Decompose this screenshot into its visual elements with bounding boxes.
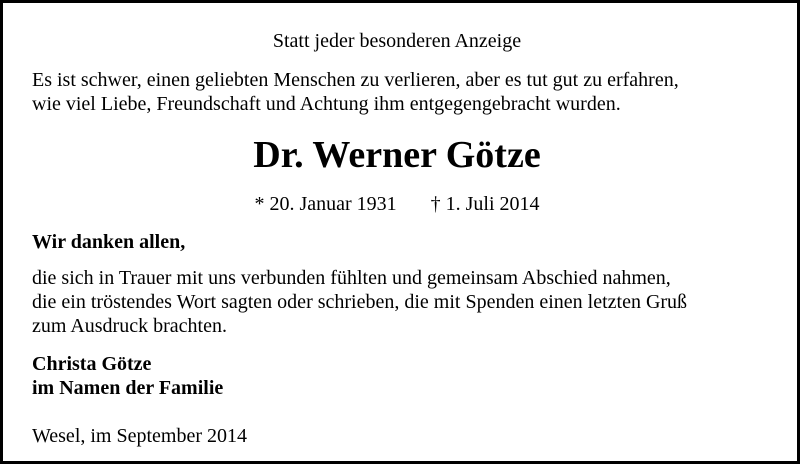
signer-role: im Namen der Familie (32, 377, 224, 399)
body-line: die sich in Trauer mit uns verbunden fühlten und gemeinsam Abschied nahmen, (32, 267, 671, 289)
signer-block (32, 352, 223, 400)
place-date: Wesel, im September 2014 (32, 425, 248, 447)
life-dates (0, 192, 794, 216)
signer-name: Christa Götze (32, 353, 152, 375)
death-date: † 1. Juli 2014 (430, 193, 540, 215)
body-line: zum Ausdruck brachten. (32, 315, 227, 337)
deceased-name: Dr. Werner Götze (253, 134, 541, 176)
thanks-heading: Wir danken allen, (32, 231, 186, 253)
body-line: die ein tröstendes Wort sagten oder schrieben, die mit Spenden einen letzten Gruß (32, 291, 688, 313)
notice-headline: Statt jeder besonderen Anzeige (272, 30, 522, 52)
intro-line: wie viel Liebe, Freundschaft und Achtung ihm entgegengebracht wurden. (32, 93, 621, 115)
intro-line: Es ist schwer, einen geliebten Menschen zu verlieren, aber es tut gut zu erfahren, (32, 69, 679, 91)
thanks-body (32, 266, 782, 338)
birth-date: * 20. Januar 1931 (254, 193, 397, 215)
intro-text (32, 68, 772, 116)
